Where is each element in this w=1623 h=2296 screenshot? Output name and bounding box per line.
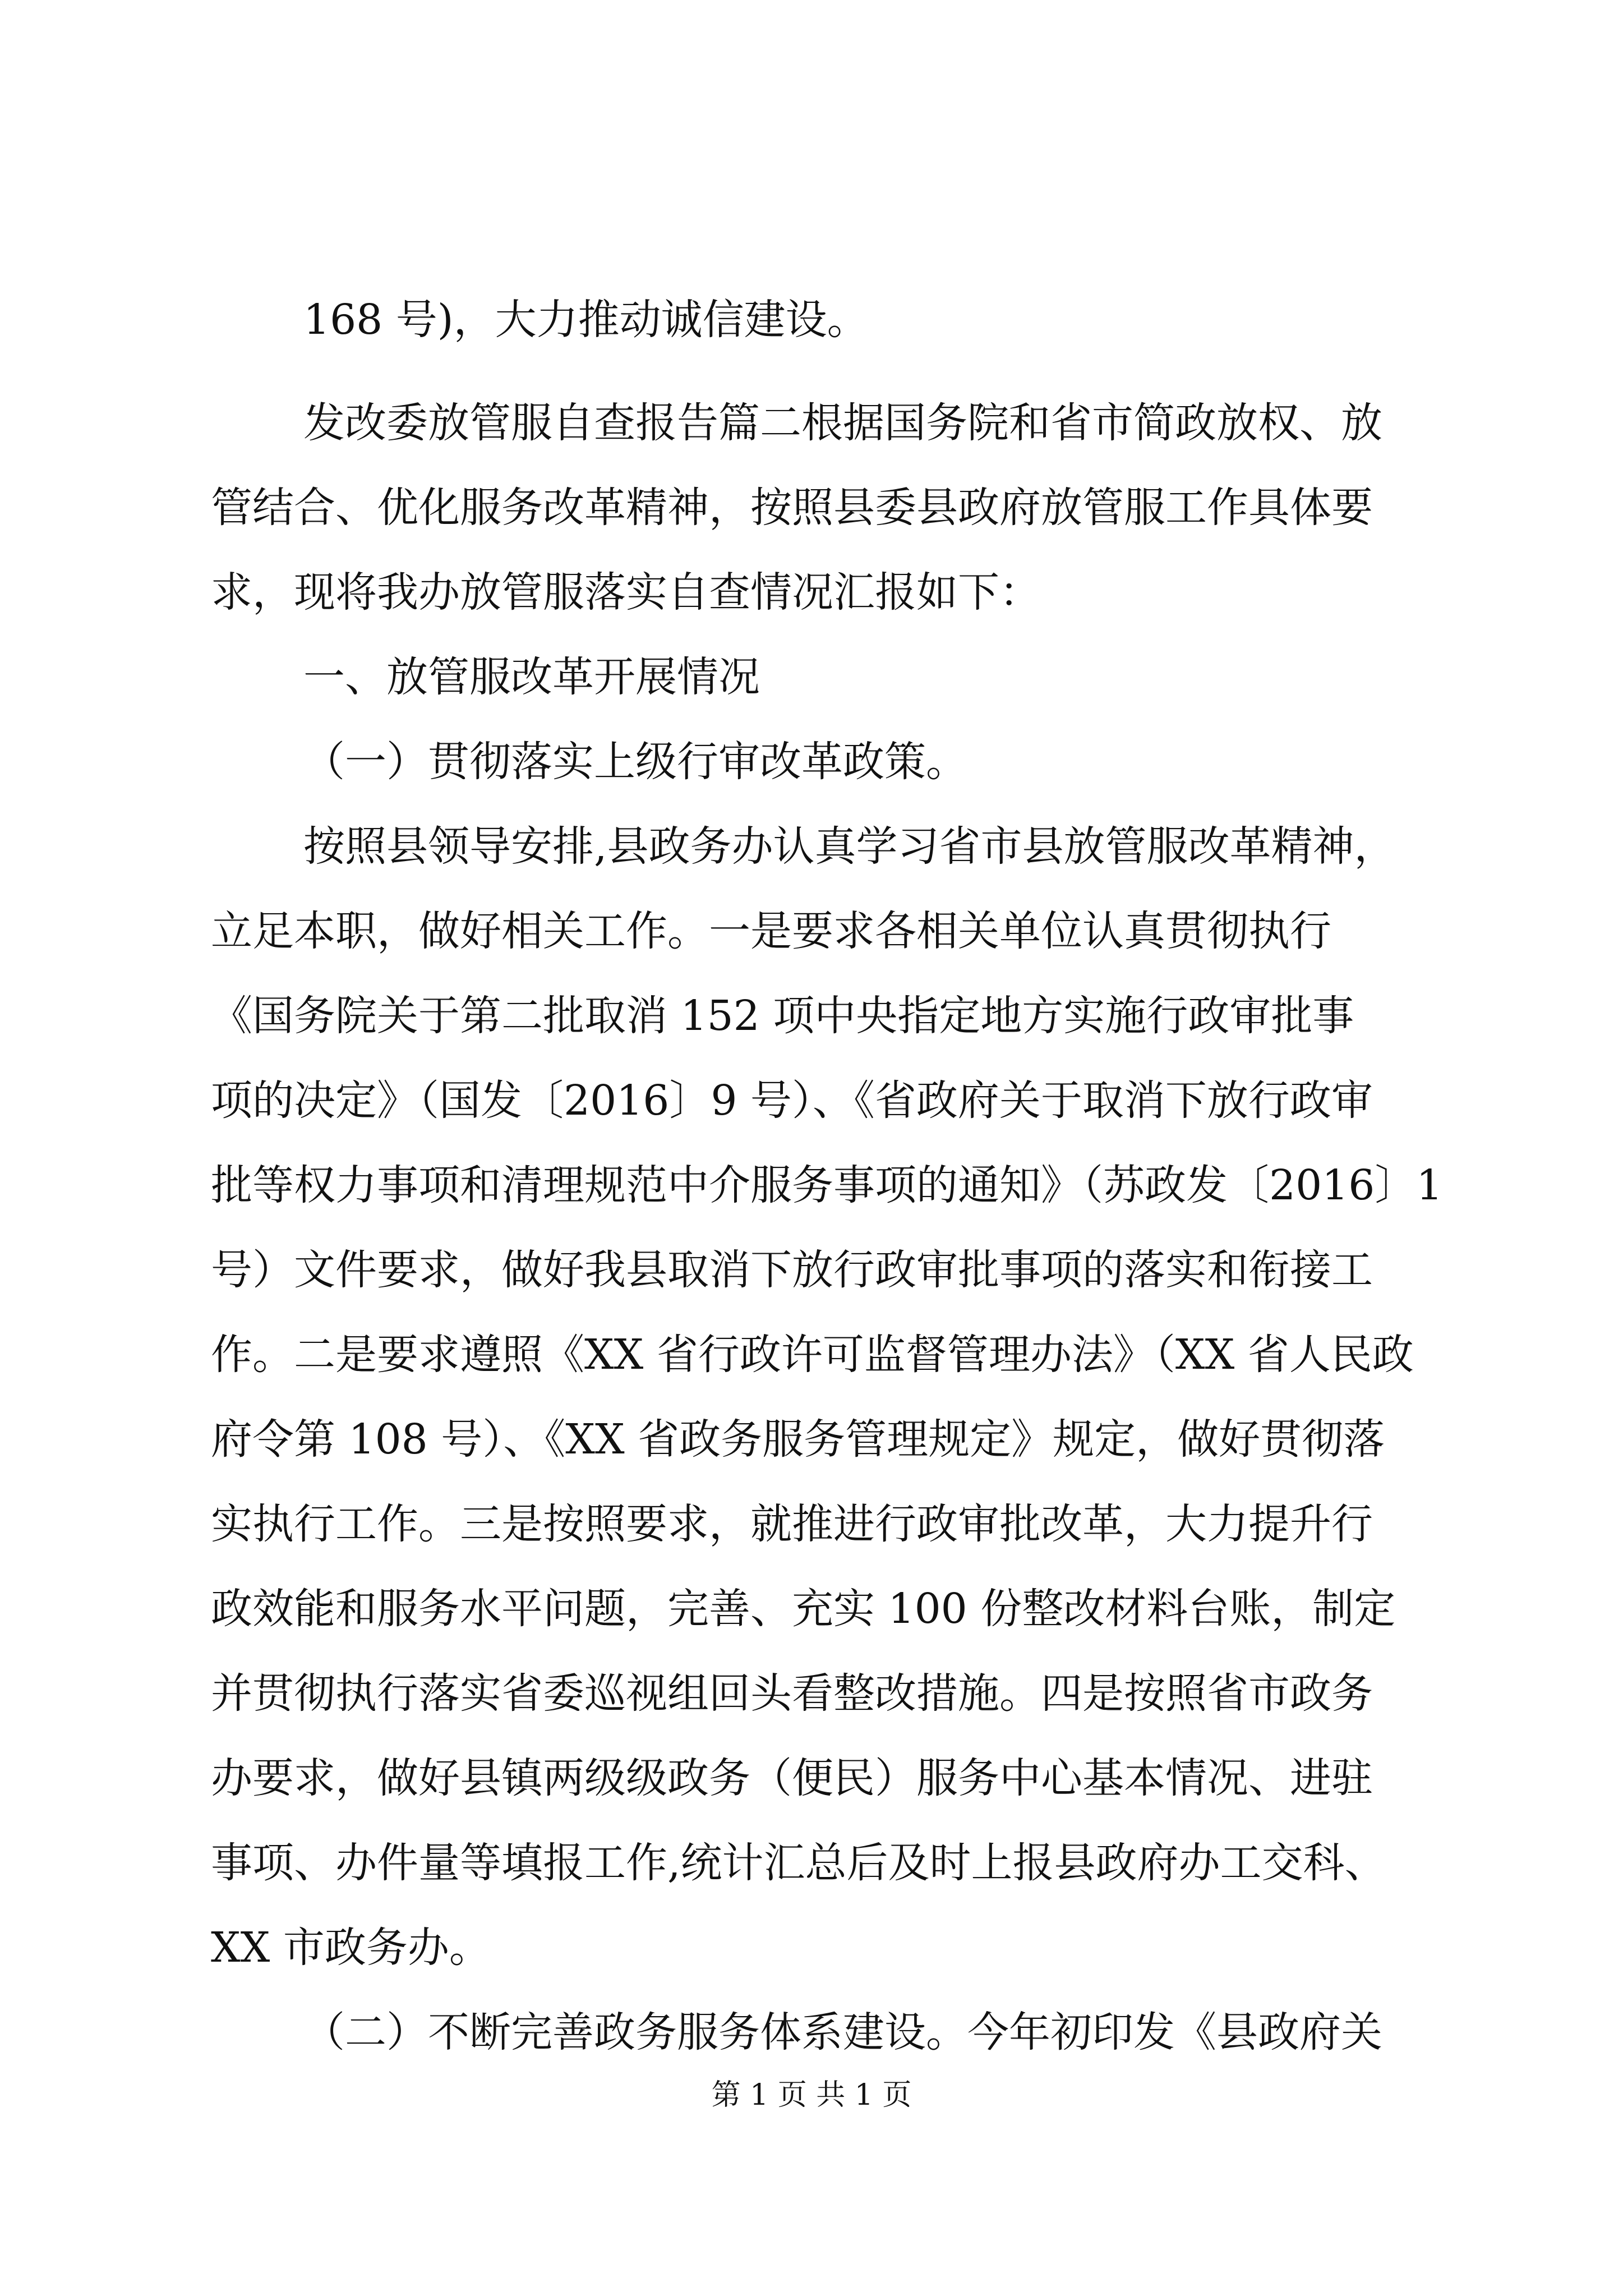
line-text: 立足本职，做好相关工作。一是要求各相关单位认真贯彻执行 (211, 907, 1331, 955)
line-text: 并贯彻执行落实省委巡视组回头看整改措施。四是按照省市政务 (211, 1669, 1373, 1718)
line-text: 作。二是要求遵照《XX 省行政许可监督管理办法》（XX 省人民政 (211, 1331, 1414, 1379)
text-line (0, 1829, 1623, 1897)
page-number-footer: 第 1 页 共 1 页 (711, 2078, 912, 2112)
text-line (0, 1745, 1623, 1812)
text-line (0, 559, 1623, 626)
line-text: （二）不断完善政务服务体系建设。今年初印发《县政府关 (303, 2008, 1382, 2056)
line-text: 府令第 108 号）、《XX 省政务服务管理规定》规定，做好贯彻落 (211, 1415, 1385, 1464)
text-line (0, 286, 1623, 353)
line-text: 管结合、优化服务改革精神，按照县委县政府放管服工作具体要 (211, 484, 1373, 532)
text-line (0, 1067, 1623, 1134)
text-line (0, 389, 1623, 457)
text-line (0, 1914, 1623, 1981)
text-line (0, 1152, 1623, 1219)
line-text: 批等权力事项和清理规范中介服务事项的通知》（苏政发〔2016〕1 (211, 1161, 1443, 1209)
text-line (0, 898, 1623, 965)
line-text: 实执行工作。三是按照要求，就推进行政审批改革，大力提升行 (211, 1500, 1373, 1548)
text-line (0, 1660, 1623, 1727)
line-text: 求，现将我办放管服落实自查情况汇报如下： (211, 568, 1041, 616)
text-line (0, 982, 1623, 1050)
line-text: 168 号)，大力推动诚信建设。 (303, 296, 869, 344)
section-heading-text: 一、放管服改革开展情况 (303, 653, 760, 701)
line-text: 《国务院关于第二批取消 152 项中央指定地方实施行政审批事 (211, 992, 1354, 1040)
text-line (0, 813, 1623, 880)
section-heading (0, 643, 1623, 711)
subsection-heading (0, 728, 1623, 795)
subsection-heading-text: （一）贯彻落实上级行审改革政策。 (303, 738, 967, 786)
line-text: 发改委放管服自查报告篇二根据国务院和省市简政放权、放 (303, 399, 1382, 447)
text-line (0, 474, 1623, 541)
text-line (0, 1236, 1623, 1304)
line-text: XX 市政务办。 (211, 1924, 491, 1972)
text-line (0, 1575, 1623, 1642)
line-text: 政效能和服务水平问题，完善、充实 100 份整改材料台账，制定 (211, 1585, 1396, 1633)
line-text: 事项、办件量等填报工作,统计汇总后及时上报县政府办工交科、 (211, 1839, 1386, 1887)
text-line (0, 1999, 1623, 2066)
line-text: 按照县领导安排,县政务办认真学习省市县放管服改革精神， (303, 822, 1396, 871)
line-text: 项的决定》（国发〔2016〕9 号）、《省政府关于取消下放行政审 (211, 1076, 1373, 1125)
text-line (0, 1490, 1623, 1558)
text-line (0, 1406, 1623, 1473)
text-line (0, 1321, 1623, 1388)
line-text: 号）文件要求，做好我县取消下放行政审批事项的落实和衔接工 (211, 1246, 1373, 1294)
line-text: 办要求，做好县镇两级级政务（便民）服务中心基本情况、进驻 (211, 1754, 1373, 1802)
